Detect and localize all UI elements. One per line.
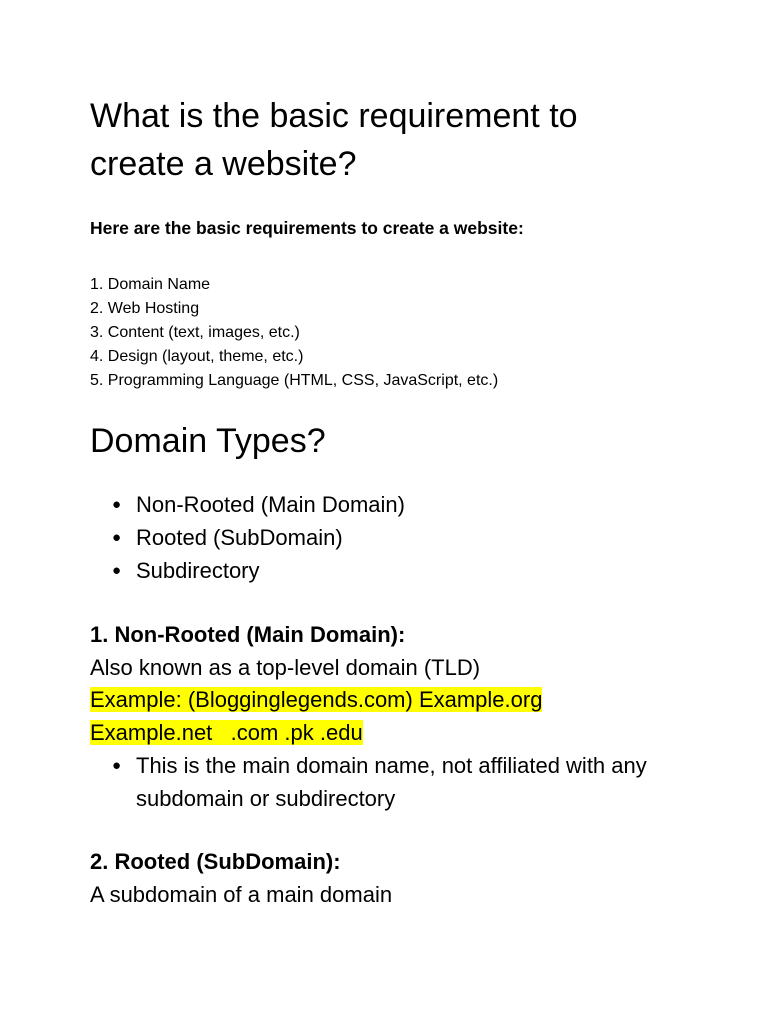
non-rooted-description: Also known as a top-level domain (TLD) (90, 655, 481, 680)
list-item (112, 554, 405, 587)
rooted-description: A subdomain of a main domain (90, 882, 393, 907)
list-item (112, 521, 405, 554)
bullet-icon: ● (112, 757, 122, 774)
domain-types-heading: Domain Types? (90, 422, 326, 460)
list-item-label: Non-Rooted (Main Domain) (136, 492, 405, 517)
list-item: 3. Content (text, images, etc.) (90, 324, 300, 341)
non-rooted-bullet-text: This is the main domain name, not affiliated with any subdomain or subdirectory (136, 753, 647, 811)
list-item: 2. Web Hosting (90, 300, 200, 317)
list-item (112, 488, 405, 521)
list-item: 4. Design (layout, theme, etc.) (90, 348, 304, 365)
list-item-label: Rooted (SubDomain) (136, 525, 343, 550)
list-item: 5. Programming Language (HTML, CSS, JavaScript, etc.) (90, 372, 499, 389)
non-rooted-example-line-1 (90, 684, 542, 715)
bullet-icon: ● (112, 529, 122, 546)
highlighted-text: Example: (Blogginglegends.com) Example.org (90, 687, 543, 712)
rooted-heading: 2. Rooted (SubDomain): (90, 849, 341, 874)
bullet-icon: ● (112, 562, 122, 579)
non-rooted-bullet (112, 749, 696, 815)
list-item-label: Subdirectory (136, 558, 260, 583)
highlighted-text: Example.net .com .pk .edu (90, 720, 363, 745)
page-title-line-2: create a website? (90, 145, 357, 183)
requirements-list (90, 273, 498, 393)
list-item: 1. Domain Name (90, 276, 211, 293)
intro-lead: Here are the basic requirements to create a website: (90, 218, 524, 238)
non-rooted-example-line-2 (90, 717, 363, 748)
non-rooted-heading: 1. Non-Rooted (Main Domain): (90, 622, 406, 647)
domain-types-list (112, 488, 405, 587)
bullet-icon: ● (112, 496, 122, 513)
page-title-line-1: What is the basic requirement to (90, 97, 578, 135)
